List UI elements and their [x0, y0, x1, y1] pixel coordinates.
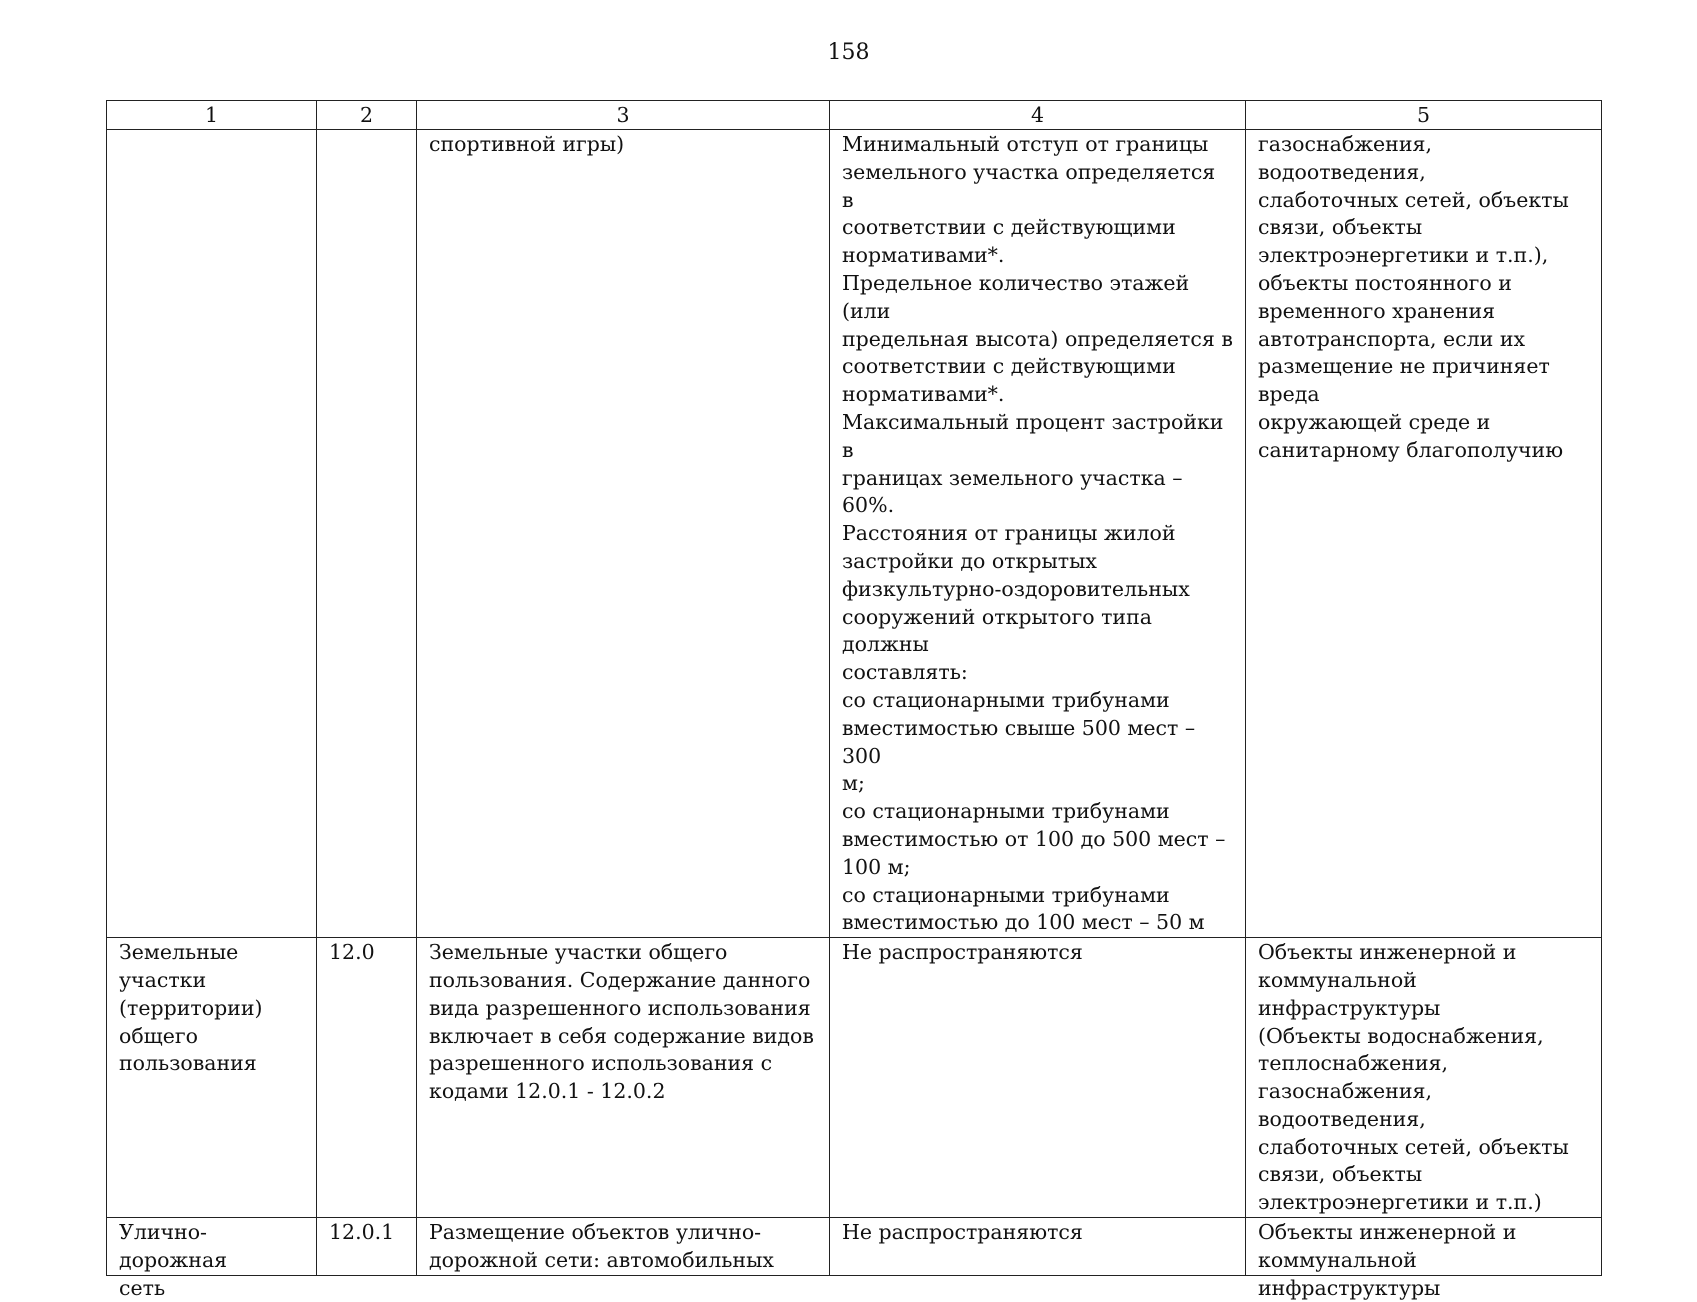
text-line: Не распространяются: [842, 940, 1083, 965]
text-line: нормативами*.: [842, 243, 1005, 268]
text-line: временного хранения: [1258, 298, 1496, 323]
text-line: м;: [842, 771, 865, 796]
header-cell-3: 3: [417, 101, 830, 130]
text-line: Размещение объектов улично-: [429, 1220, 762, 1245]
text-line: коммунальной инфраструктуры: [1258, 967, 1441, 1020]
text-line: кодами 12.0.1 - 12.0.2: [429, 1079, 666, 1104]
text-line: включает в себя содержание видов: [429, 1023, 814, 1048]
text-line: коммунальной инфраструктуры: [1258, 1247, 1441, 1300]
cell-name: [107, 1218, 317, 1300]
text-line: вместимостью от 100 до 500 мест –: [842, 826, 1226, 851]
cell-parameters: [830, 938, 1246, 1218]
text-line: разрешенного использования с: [429, 1051, 773, 1076]
text-line: теплоснабжения,: [1258, 1051, 1448, 1076]
text-line: со стационарными трибунами: [842, 799, 1170, 824]
text-line: нормативами*.: [842, 382, 1005, 407]
text-line: электроэнергетики и т.п.): [1258, 1190, 1542, 1215]
text-line: объекты постоянного и: [1258, 270, 1512, 295]
text-line: санитарному благополучию: [1258, 437, 1564, 462]
header-row: [107, 101, 1602, 130]
header-cell-4: 4: [830, 101, 1246, 130]
text-line: физкультурно-оздоровительных: [842, 576, 1190, 601]
text-line: Объекты инженерной и: [1258, 940, 1517, 965]
text-line: пользования: [119, 1051, 257, 1076]
page-number: 158: [827, 40, 870, 65]
text-line: вместимостью до 100 мест – 50 м: [842, 910, 1205, 935]
text-line: Не распространяются: [842, 1220, 1083, 1245]
text-line: пользования. Содержание данного: [429, 967, 811, 992]
header-cell-1: 1: [107, 101, 317, 130]
text-line: газоснабжения, водоотведения,: [1258, 132, 1432, 184]
text-line: электроэнергетики и т.п.),: [1258, 243, 1549, 268]
header-cell-2: 2: [317, 101, 417, 130]
text-line: связи, объекты: [1258, 215, 1423, 240]
text-line: соответствии с действующими: [842, 354, 1176, 379]
text-line: (Объекты водоснабжения,: [1258, 1023, 1544, 1048]
cell-auxiliary: [1246, 1218, 1602, 1300]
table-row: [107, 130, 1602, 938]
cell-parameters: [830, 130, 1246, 938]
text-line: застройки до открытых: [842, 548, 1097, 573]
cell-name: [107, 938, 317, 1218]
cell-description: [417, 938, 830, 1218]
text-line: слаботочных сетей, объекты: [1258, 187, 1569, 212]
text-line: 100 м;: [842, 854, 911, 879]
text-line: соответствии с действующими: [842, 215, 1176, 240]
text-line: газоснабжения, водоотведения,: [1258, 1079, 1432, 1131]
cell-name: [107, 130, 317, 938]
zoning-table: [106, 100, 1602, 1300]
text-line: размещение не причиняет вреда: [1258, 354, 1550, 407]
cell-description: [417, 130, 830, 938]
text-line: со стационарными трибунами: [842, 687, 1170, 712]
text-line: связи, объекты: [1258, 1162, 1423, 1187]
text-line: земельного участка определяется в: [842, 159, 1216, 212]
text-line: дорожной сети: автомобильных: [429, 1247, 774, 1272]
text-line: Земельные: [119, 940, 239, 965]
text-line: вида разрешенного использования: [429, 995, 811, 1020]
text-line: участки: [119, 967, 207, 992]
text-line: составлять:: [842, 660, 968, 685]
text-line: Минимальный отступ от границы: [842, 132, 1209, 156]
text-line: вместимостью свыше 500 мест – 300: [842, 715, 1196, 768]
text-line: сеть: [119, 1275, 166, 1300]
table-row: [107, 1218, 1602, 1276]
cell-description: [417, 1218, 830, 1276]
text-line: Максимальный процент застройки в: [842, 409, 1224, 462]
text-line: Предельное количество этажей (или: [842, 270, 1190, 323]
cell-code: 12.0.1: [317, 1218, 417, 1276]
table-row: [107, 938, 1602, 1218]
text-line: сооружений открытого типа должны: [842, 604, 1152, 657]
text-line: окружающей среде и: [1258, 409, 1491, 434]
text-line: Земельные участки общего: [429, 940, 728, 965]
header-cell-5: 5: [1246, 101, 1602, 130]
text-line: Объекты инженерной и: [1258, 1220, 1517, 1245]
text-line: со стационарными трибунами: [842, 882, 1170, 907]
text-line: автотранспорта, если их: [1258, 326, 1526, 351]
cell-code: [317, 130, 417, 938]
text-line: Улично-дорожная: [119, 1220, 228, 1272]
text-line: (территории): [119, 995, 263, 1020]
cell-code: 12.0: [317, 938, 417, 1218]
text-line: предельная высота) определяется в: [842, 326, 1233, 351]
cell-parameters: [830, 1218, 1246, 1276]
text-line: Расстояния от границы жилой: [842, 521, 1176, 546]
cell-auxiliary: [1246, 130, 1602, 938]
text-line: общего: [119, 1023, 198, 1048]
text-line: слаботочных сетей, объекты: [1258, 1134, 1569, 1159]
text-line: границах земельного участка – 60%.: [842, 465, 1183, 518]
text-line: спортивной игры): [429, 132, 625, 156]
cell-auxiliary: [1246, 938, 1602, 1218]
